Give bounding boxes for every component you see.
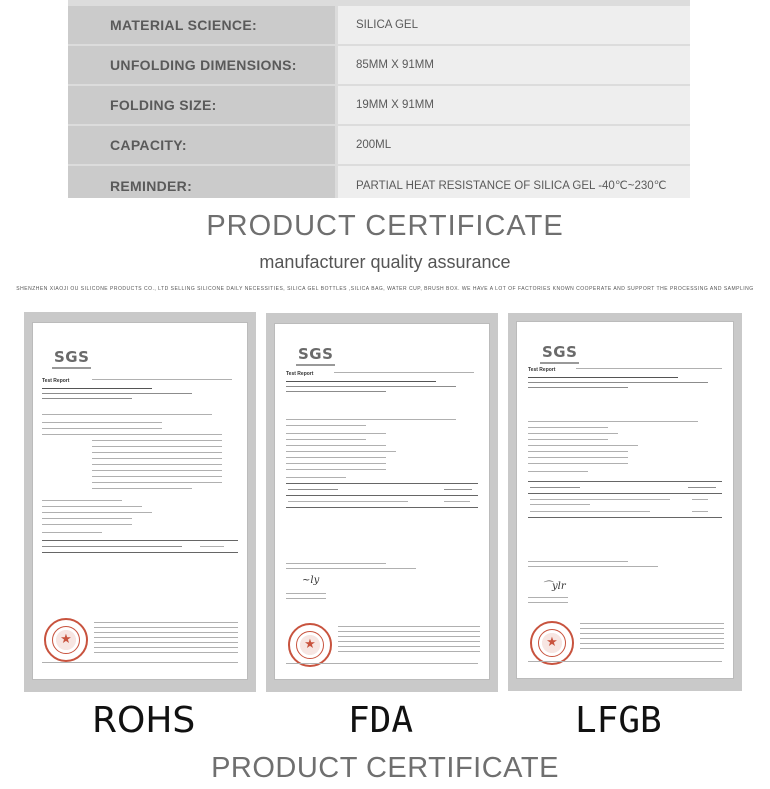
text-line xyxy=(528,427,608,428)
text-line xyxy=(94,647,238,648)
text-line xyxy=(286,425,366,426)
text-line xyxy=(528,377,678,378)
text-line xyxy=(42,422,162,423)
text-line xyxy=(444,489,472,490)
text-line xyxy=(528,433,618,434)
header-line xyxy=(92,379,232,380)
text-line xyxy=(580,633,724,634)
text-line xyxy=(42,500,122,501)
text-line xyxy=(286,433,386,434)
text-line xyxy=(94,637,238,638)
spec-row-material xyxy=(68,6,690,44)
text-line xyxy=(42,388,152,389)
text-line xyxy=(286,381,436,382)
text-line xyxy=(528,421,698,422)
text-line xyxy=(338,651,480,652)
certificate-label-fda: FDA xyxy=(348,700,414,741)
text-line xyxy=(528,661,722,662)
spec-row-capacity xyxy=(68,126,690,164)
text-line xyxy=(42,506,142,507)
text-line xyxy=(528,566,658,567)
table-rule xyxy=(286,495,478,496)
text-line xyxy=(528,463,628,464)
table-rule xyxy=(528,517,722,518)
text-line xyxy=(288,501,408,502)
spec-value: PARTIAL HEAT RESISTANCE OF SILICA GEL -40℃~230℃ xyxy=(338,166,690,198)
text-line xyxy=(92,446,222,447)
text-line xyxy=(286,598,326,599)
text-line xyxy=(42,532,102,533)
text-line xyxy=(92,488,192,489)
table-rule xyxy=(286,507,478,508)
text-line xyxy=(692,511,708,512)
text-line xyxy=(42,518,132,519)
text-line xyxy=(444,501,470,502)
certificate-label-rohs: ROHS xyxy=(92,700,196,741)
text-line xyxy=(286,439,366,440)
certificate-label-lfgb: LFGB xyxy=(575,700,662,741)
text-line xyxy=(528,451,628,452)
text-line xyxy=(94,652,238,653)
text-line xyxy=(286,563,386,564)
text-line xyxy=(286,457,386,458)
certificate-document-fda xyxy=(274,323,490,680)
text-line xyxy=(286,391,386,392)
text-line xyxy=(42,512,152,513)
table-rule xyxy=(42,552,238,553)
text-line xyxy=(92,482,222,483)
spec-label: REMINDER: xyxy=(68,166,335,198)
text-line xyxy=(692,499,708,500)
text-line xyxy=(286,568,416,569)
footer-title: PRODUCT CERTIFICATE xyxy=(211,752,559,784)
text-line xyxy=(338,626,480,627)
text-line xyxy=(92,470,222,471)
document-title: Test Report xyxy=(42,378,70,384)
text-line xyxy=(338,646,480,647)
text-line xyxy=(42,524,132,525)
text-line xyxy=(530,499,670,500)
header-line xyxy=(334,372,474,373)
stamp-seal xyxy=(44,618,88,662)
star-icon: ★ xyxy=(60,631,72,646)
text-line xyxy=(286,477,346,478)
text-line xyxy=(528,597,568,598)
star-icon: ★ xyxy=(546,634,558,649)
text-line xyxy=(286,593,326,594)
table-rule xyxy=(528,493,722,494)
sgs-logo: SGS xyxy=(542,343,578,361)
text-line xyxy=(94,622,238,623)
text-line xyxy=(42,414,212,415)
table-rule xyxy=(42,540,238,541)
text-line xyxy=(286,419,456,420)
text-line xyxy=(286,663,478,664)
text-line xyxy=(94,627,238,628)
spec-value: SILICA GEL xyxy=(338,6,690,44)
text-line xyxy=(338,641,480,642)
text-line xyxy=(528,439,608,440)
text-line xyxy=(92,440,222,441)
text-line xyxy=(338,636,480,637)
spec-row-reminder xyxy=(68,166,690,198)
text-line xyxy=(42,398,132,399)
text-line xyxy=(338,631,480,632)
text-line xyxy=(528,382,708,383)
text-line xyxy=(580,628,724,629)
spec-row-unfolding xyxy=(68,46,690,84)
text-line xyxy=(42,434,222,435)
table-rule xyxy=(286,483,478,484)
spec-value: 19MM X 91MM xyxy=(338,86,690,124)
spec-value: 85MM X 91MM xyxy=(338,46,690,84)
sgs-logo: SGS xyxy=(298,345,334,363)
text-line xyxy=(580,643,724,644)
spec-label: FOLDING SIZE: xyxy=(68,86,335,124)
text-line xyxy=(688,487,716,488)
text-line xyxy=(286,445,386,446)
text-line xyxy=(286,386,456,387)
text-line xyxy=(580,623,724,624)
certificate-title: PRODUCT CERTIFICATE xyxy=(206,210,564,242)
text-line xyxy=(92,458,222,459)
text-line xyxy=(42,546,182,547)
stamp-seal xyxy=(530,621,574,665)
spec-label: MATERIAL SCIENCE: xyxy=(68,6,335,44)
text-line xyxy=(528,561,628,562)
stamp-seal xyxy=(288,623,332,667)
text-line xyxy=(580,648,724,649)
table-rule xyxy=(528,481,722,482)
text-line xyxy=(528,387,628,388)
certificate-frame-rohs xyxy=(24,312,256,692)
certificate-subtitle: manufacturer quality assurance xyxy=(259,252,511,272)
spec-label: UNFOLDING DIMENSIONS: xyxy=(68,46,335,84)
sgs-logo: SGS xyxy=(54,348,90,366)
text-line xyxy=(528,602,568,603)
certificate-fineprint: SHENZHEN XIAOJI OU SILICONE PRODUCTS CO., LTD SELLING SILICONE DAILY NECESSITIES, SILICA GEL BOTTLES ,SILICA BAG, WATER CUP, BRUSH BOX. WE HAVE A LOT OF FACTORIES KNOWN COOPERATE AND SUPPORT THE PROCESSING AND SAMPLING xyxy=(16,286,754,292)
text-line xyxy=(42,393,192,394)
document-title: Test Report xyxy=(286,371,314,377)
spec-table xyxy=(68,0,690,198)
header-line xyxy=(576,368,722,369)
document-title: Test Report xyxy=(528,367,556,373)
text-line xyxy=(288,489,338,490)
text-line xyxy=(92,476,222,477)
spec-value: 200ML xyxy=(338,126,690,164)
signature: ⌒ylr xyxy=(542,581,566,592)
text-line xyxy=(42,428,162,429)
certificate-frame-fda xyxy=(266,313,498,692)
text-line xyxy=(528,457,628,458)
text-line xyxy=(94,632,238,633)
text-line xyxy=(286,451,396,452)
text-line xyxy=(528,471,588,472)
certificate-frame-lfgb xyxy=(508,313,742,691)
text-line xyxy=(530,504,590,505)
text-line xyxy=(580,638,724,639)
text-line xyxy=(286,469,386,470)
text-line xyxy=(94,642,238,643)
text-line xyxy=(92,452,222,453)
text-line xyxy=(528,445,638,446)
spec-row-folding xyxy=(68,86,690,124)
text-line xyxy=(286,463,386,464)
spec-label: CAPACITY: xyxy=(68,126,335,164)
star-icon: ★ xyxy=(304,636,316,651)
text-line xyxy=(530,487,580,488)
certificate-document-rohs xyxy=(32,322,248,680)
text-line xyxy=(530,511,650,512)
text-line xyxy=(200,546,224,547)
text-line xyxy=(42,662,238,663)
certificate-document-lfgb xyxy=(516,321,734,679)
text-line xyxy=(92,464,222,465)
signature: ~ly xyxy=(302,575,320,586)
